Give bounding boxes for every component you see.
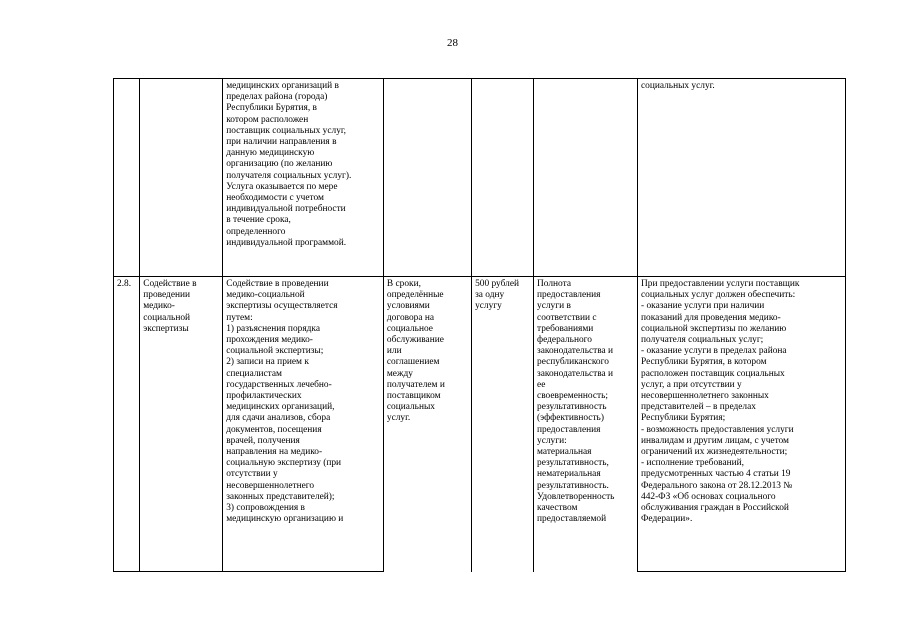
cell-cost bbox=[472, 79, 534, 277]
table-row bbox=[114, 79, 846, 277]
cell-service-name: Содействие в проведении медико- социальной экспертизы bbox=[140, 277, 223, 572]
cell-quality: Полнота предоставления услуги в соответствии с требованиями федерального законодательства и республиканского законодательства и ее своевременность; результативность (эффективность) предоставления услуги: материальная результативность, нематериальная результативность. Удовлетворенность качеством предоставляемой bbox=[534, 277, 638, 572]
cell-quality bbox=[534, 79, 638, 277]
services-table bbox=[113, 78, 846, 572]
cell-conditions: При предоставлении услуги поставщик социальных услуг должен обеспечить: - оказание услуги при наличии показаний для проведения медико- социальной экспертизы по желанию получателя социальных услуг; - оказание услуги в пределах района Республики Бурятия, в котором расположен поставщик социальных услуг, а при отсутствии у несовершеннолетнего законных представителей – в пределах Республики Бурятия; - возможность предоставления услуги инвалидам и другим лицам, с учетом ограничений их жизнедеятельности; - исполнение требований, предусмотренных частью 4 статьи 19 Федерального закона от 28.12.2013 № 442-ФЗ «Об основах социального обслуживания граждан в Российской Федерации». bbox=[638, 277, 846, 572]
cell-number bbox=[114, 79, 140, 277]
cell-conditions: социальных услуг. bbox=[638, 79, 846, 277]
cell-terms: В сроки, определённые условиями договора на социальное обслуживание или соглашением между получателем и поставщиком социальных услуг. bbox=[383, 277, 471, 572]
table-row bbox=[114, 277, 846, 572]
cell-terms bbox=[383, 79, 471, 277]
cell-service-content: Содействие в проведении медико-социальной экспертизы осуществляется путем: 1) разъяснения порядка прохождения медико- социальной экспертизы; 2) записи на прием к специалистам государственных лечебно- профилактических медицинских организаций, для сдачи анализов, сбора документов, посещения врачей, получения направления на медико- социальную экспертизу (при отсутствии у несовершеннолетнего законных представителей); 3) сопровождения в медицинскую организацию и bbox=[223, 277, 384, 572]
cell-service-name bbox=[140, 79, 223, 277]
cell-service-content: медицинских организаций в пределах района (города) Республики Бурятия, в котором расположен поставщик социальных услуг, при наличии направления в данную медицинскую организацию (по желанию получателя социальных услуг). Услуга оказывается по мере необходимости с учетом индивидуальной потребности в течение срока, определенного индивидуальной программой. bbox=[223, 79, 384, 277]
cell-cost: 500 рублей за одну услугу bbox=[472, 277, 534, 572]
page-number: 28 bbox=[447, 37, 458, 49]
cell-number: 2.8. bbox=[114, 277, 140, 572]
